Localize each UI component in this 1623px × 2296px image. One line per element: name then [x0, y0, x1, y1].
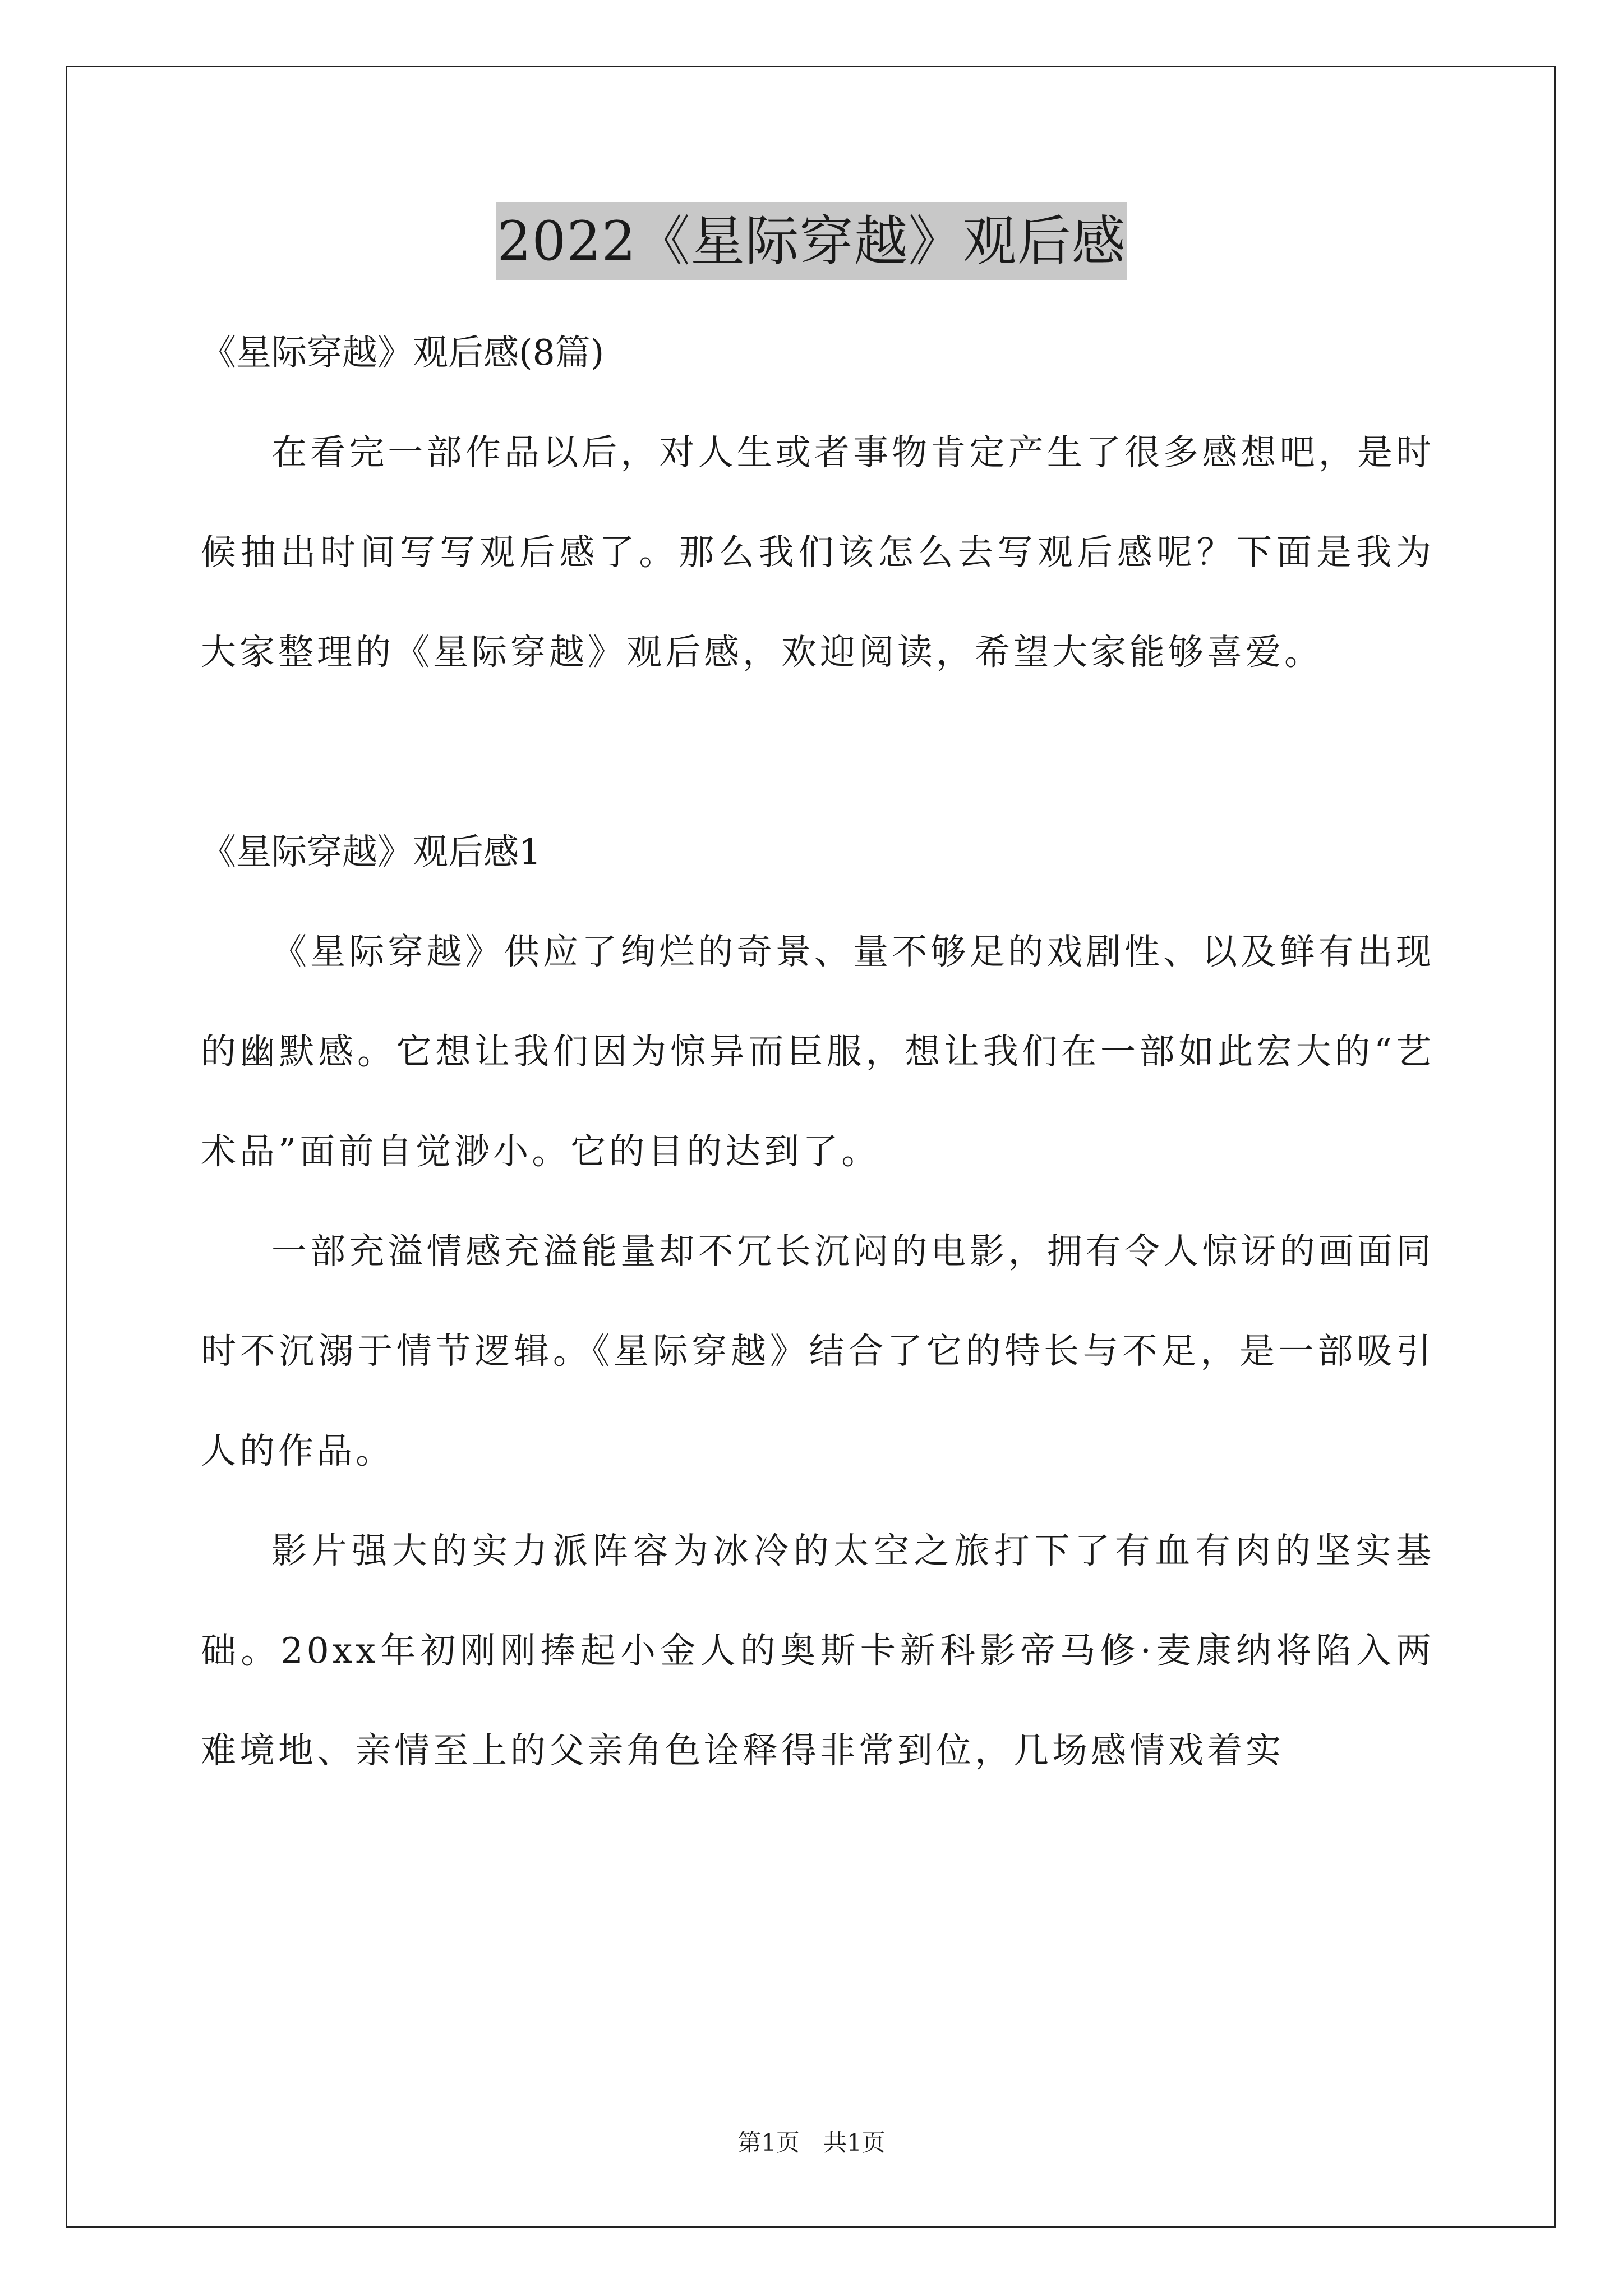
- body-paragraph: 一部充溢情感充溢能量却不冗长沉闷的电影，拥有令人惊讶的画面同时不沉溺于情节逻辑。《星际穿越》结合了它的特长与不足，是一部吸引人的作品。: [201, 1231, 1435, 1471]
- body-paragraph: 影片强大的实力派阵容为冰冷的太空之旅打下了有血有肉的坚实基础。20xx年初刚刚捧起小金人的奥斯卡新科影帝马修·麦康纳将陷入两难境地、亲情至上的父亲角色诠释得非常到位，几场感情戏着实: [201, 1530, 1435, 1771]
- document-title: 2022《星际穿越》观后感: [496, 202, 1127, 280]
- document-body: [201, 303, 1435, 1801]
- section-heading: 《星际穿越》观后感1: [201, 831, 542, 872]
- document-subtitle: 《星际穿越》观后感(8篇): [201, 332, 605, 373]
- title-container: [0, 202, 1623, 280]
- section-spacer: [201, 702, 1435, 802]
- page-footer: 第1页 共1页: [737, 2129, 886, 2156]
- body-paragraph: 《星际穿越》供应了绚烂的奇景、量不够足的戏剧性、以及鲜有出现的幽默感。它想让我们因为惊异而臣服，想让我们在一部如此宏大的“艺术品”面前自觉渺小。它的目的达到了。: [201, 931, 1435, 1172]
- intro-paragraph: 在看完一部作品以后，对人生或者事物肯定产生了很多感想吧，是时候抽出时间写写观后感了。那么我们该怎么去写观后感呢？下面是我为大家整理的《星际穿越》观后感，欢迎阅读，希望大家能够喜爱。: [201, 432, 1435, 673]
